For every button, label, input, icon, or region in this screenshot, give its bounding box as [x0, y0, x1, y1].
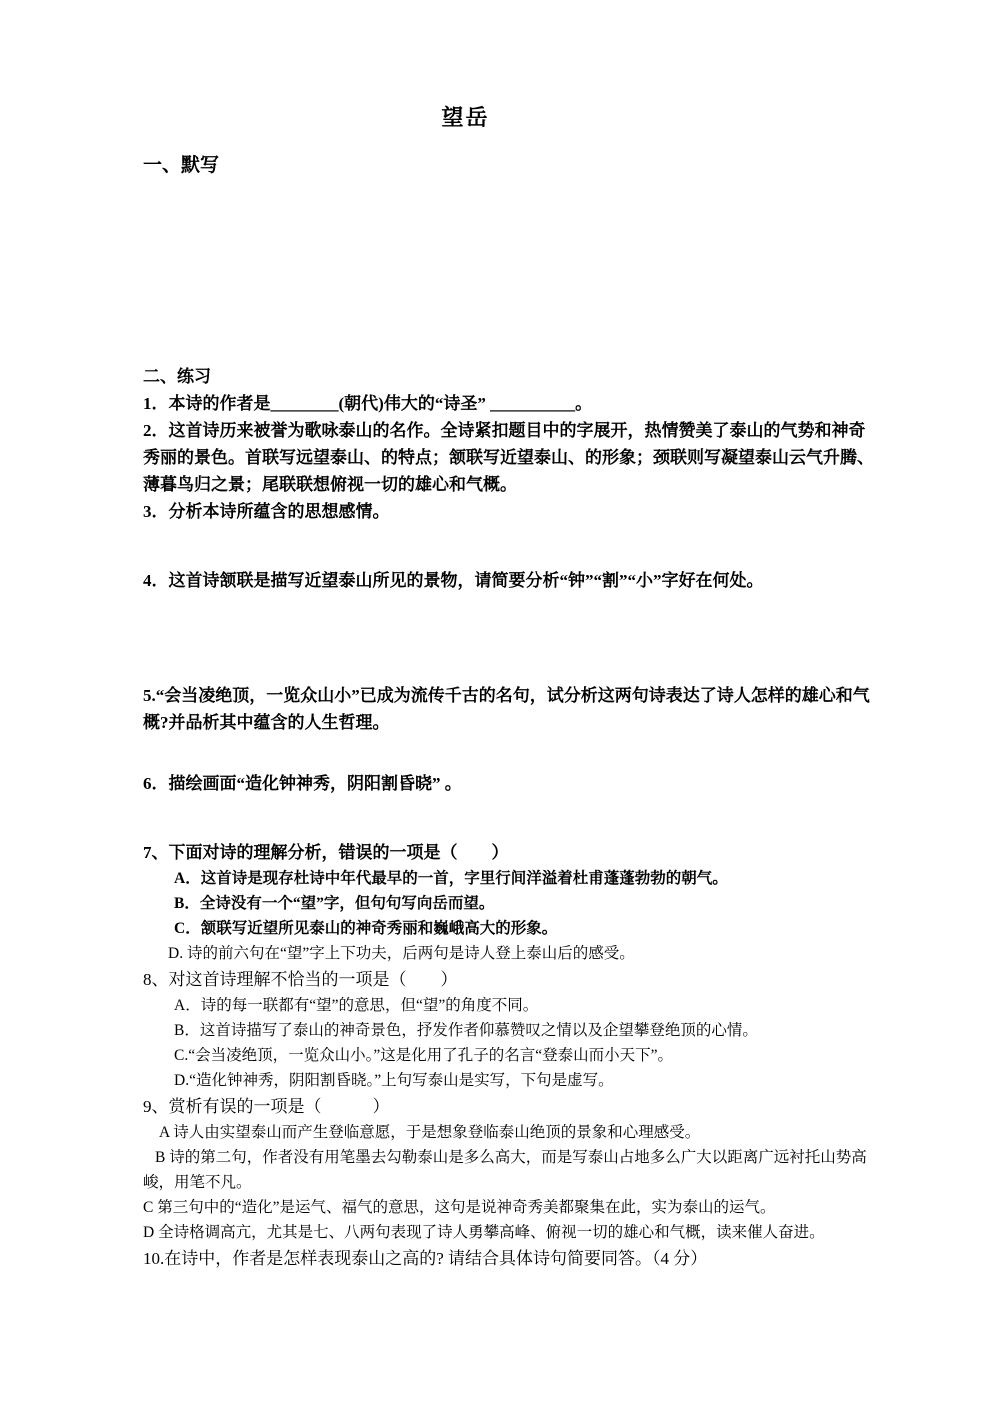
question-4: 4．这首诗颔联是描写近望泰山所见的景物，请简要分析“钟”“割”“小”字好在何处。 — [143, 571, 764, 590]
question-7-option-b: B．全诗没有一个“望”字，但句句写向岳而望。 — [174, 895, 495, 912]
section-exercise-heading: 二、练习 — [143, 367, 211, 386]
page-title: 望岳 — [441, 105, 490, 130]
dictation-answer-blank-space — [143, 179, 878, 363]
question-9-option-b: B 诗的第二句，作者没有用笔墨去勾勒泰山是多么高大，而是写泰山占地多么广大以距离广远衬托山势高峻，用笔不凡。 — [143, 1149, 867, 1191]
question-7-option-c: C．颔联写近望所见泰山的神奇秀丽和巍峨高大的形象。 — [174, 920, 558, 937]
question-8-option-d: D.“造化钟神秀，阴阳割昏晓。”上句写泰山是实写，下句是虚写。 — [174, 1072, 614, 1089]
question-10: 10.在诗中，作者是怎样表现泰山之高的? 请结合具体诗句简要同答。（4 分） — [143, 1249, 708, 1268]
question-8 — [143, 966, 878, 1093]
question-8-option-c: C.“会当凌绝顶，一览众山小。”这是化用了孔子的名言“登泰山而小天下”。 — [174, 1047, 673, 1064]
question-9 — [143, 1093, 878, 1245]
question-7-option-d: D. 诗的前六句在“望”字上下功夫，后两句是诗人登上泰山后的感受。 — [168, 945, 635, 962]
question-3: 3．分析本诗所蕴含的思想感情。 — [143, 502, 390, 521]
question-9-option-d: D 全诗格调高亢，尤其是七、八两句表现了诗人勇攀高峰、俯视一切的雄心和气概，读来催人奋进。 — [143, 1224, 825, 1241]
question-8-stem: 8、对这首诗理解不恰当的一项是（ ） — [143, 970, 458, 989]
question-9-option-c: C 第三句中的“造化”是运气、福气的意思，这句是说神奇秀美都聚集在此，实为泰山的运气。 — [143, 1199, 776, 1216]
question-6: 6．描绘画面“造化钟神秀，阴阳割昏晓” 。 — [143, 774, 462, 793]
question-1: 1．本诗的作者是________(朝代)伟大的“诗圣” __________。 — [143, 394, 593, 413]
question-8-option-a: A．诗的每一联都有“望”的意思，但“望”的角度不同。 — [174, 997, 539, 1014]
question-8-option-b: B．这首诗描写了泰山的神奇景色，抒发作者仰慕赞叹之情以及企望攀登绝顶的心情。 — [174, 1022, 758, 1039]
question-5: 5.“会当凌绝顶，一览众山小”已成为流传千古的名句，试分析这两句诗表达了诗人怎样的雄心和气概?并品析其中蕴含的人生哲理。 — [143, 686, 870, 732]
question-7 — [143, 839, 878, 966]
question-2: 2．这首诗历来被誉为歌咏泰山的名作。全诗紧扣题目中的字展开，热情赞美了泰山的气势和神奇秀丽的景色。首联写远望泰山、的特点；颔联写近望泰山、的形象；颈联则写凝望泰山云气升腾、薄暮鸟归之景；尾联联想俯视一切的雄心和气概。 — [143, 421, 874, 494]
question-7-option-a: A．这首诗是现存杜诗中年代最早的一首，字里行间洋溢着杜甫蓬蓬勃勃的朝气。 — [174, 870, 728, 887]
question-7-stem: 7、下面对诗的理解分析，错误的一项是（ ） — [143, 843, 509, 862]
question-9-option-a: A 诗人由实望泰山而产生登临意愿，于是想象登临泰山绝顶的景象和心理感受。 — [159, 1124, 701, 1141]
section-dictation-heading: 一、默写 — [143, 155, 220, 176]
question-9-stem: 9、赏析有误的一项是（ ） — [143, 1097, 390, 1116]
